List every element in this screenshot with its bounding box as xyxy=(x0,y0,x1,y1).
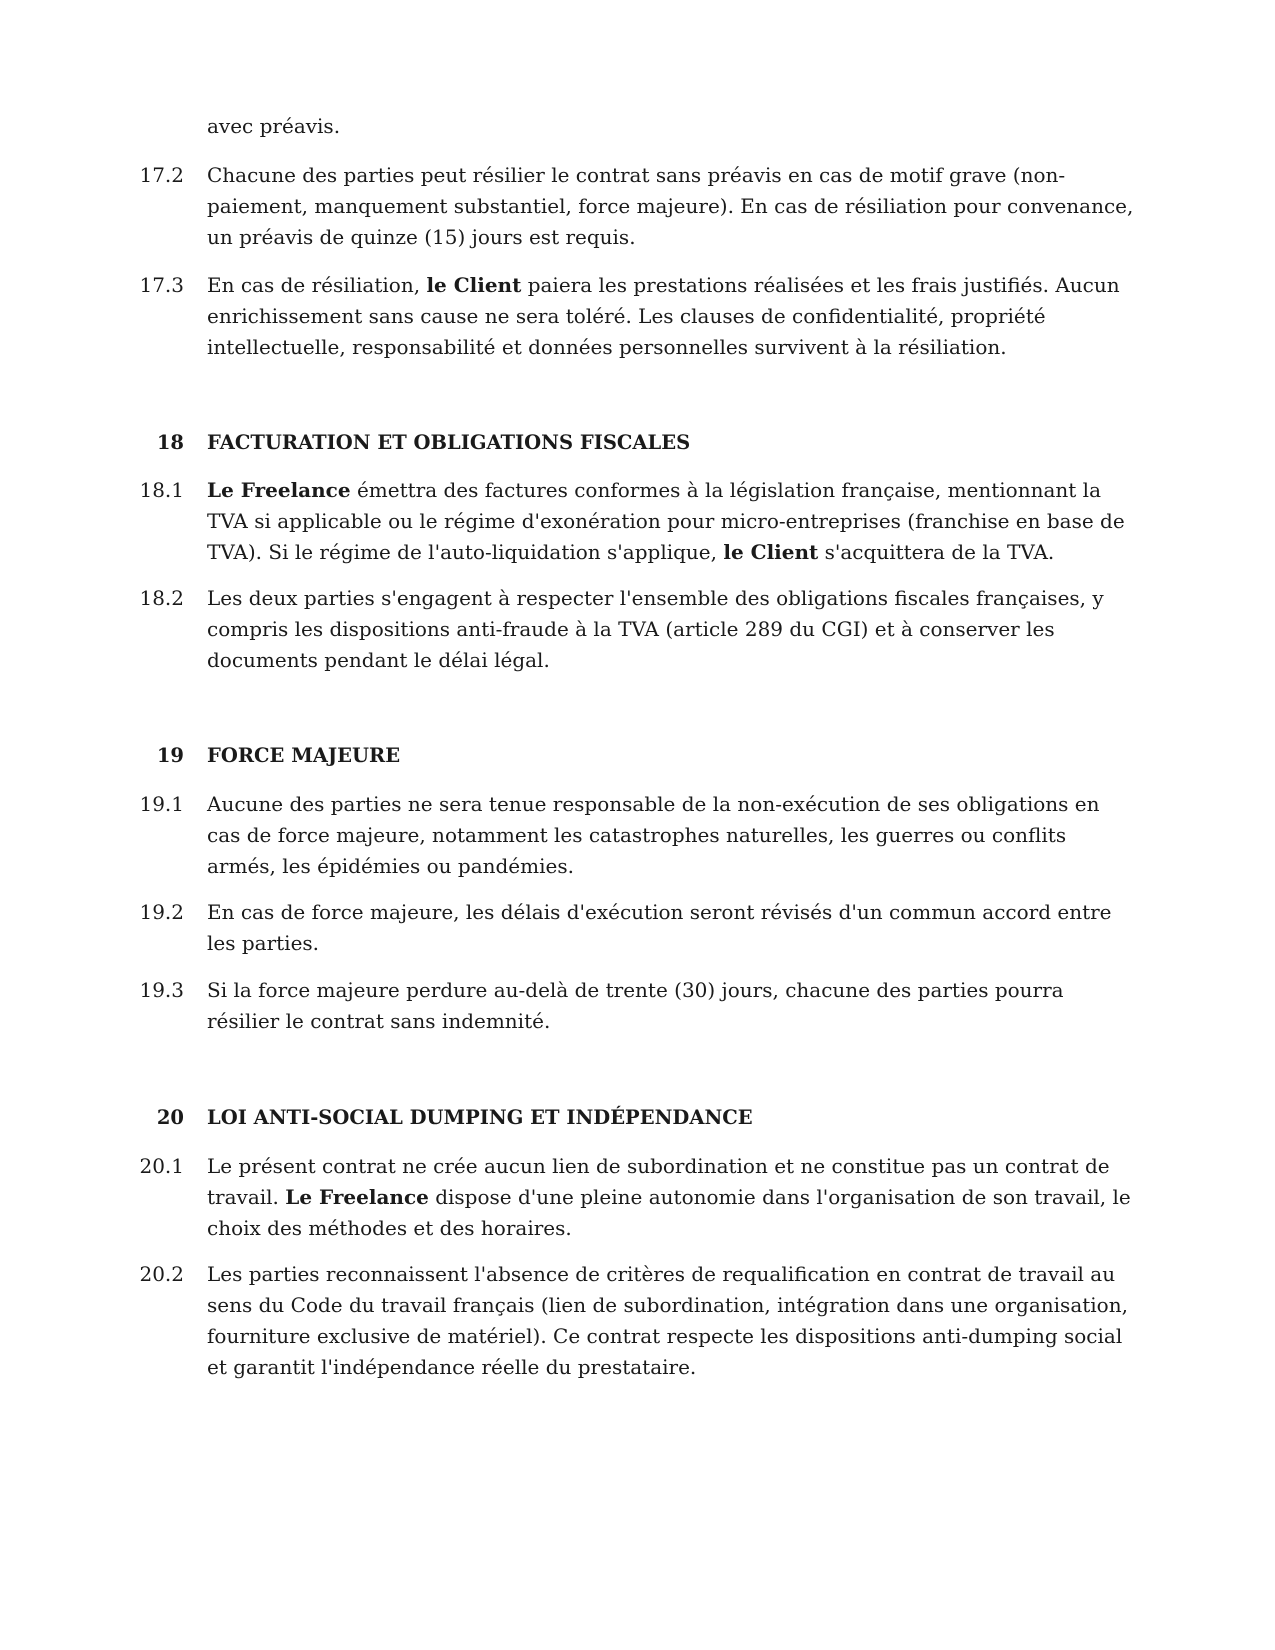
clause-text: Le Freelance émettra des factures conformes à la législation française, mentionnant la TVA si applicable ou le régime d'exonération pour micro-entreprises (franchise en base de TVA). Si le régime de l'auto-liquidation s'applique, le Client s'acquittera de la TVA. xyxy=(207,478,1125,564)
section-title: FORCE MAJEURE xyxy=(207,744,401,767)
section-title: LOI ANTI-SOCIAL DUMPING ET INDÉPENDANCE xyxy=(207,1106,753,1129)
clause-number: 18.2 xyxy=(139,586,184,610)
clause-text: Aucune des parties ne sera tenue responsable de la non-exécution de ses obligations en cas de force majeure, notamment les catastrophes naturelles, les guerres ou conflits armés, les épidémies ou pandémies. xyxy=(207,792,1100,878)
clause-number: 17.2 xyxy=(139,163,184,187)
clause-text: Si la force majeure perdure au-delà de trente (30) jours, chacune des parties pourra résilier le contrat sans indemnité. xyxy=(207,978,1064,1033)
clause-text: Les parties reconnaissent l'absence de critères de requalification en contrat de travail au sens du Code du travail français (lien de subordination, intégration dans une organisation, fourniture exclusive de matériel). Ce contrat respecte les dispositions anti-dumping social et garantit l'indépendance réelle du prestataire. xyxy=(207,1262,1128,1379)
clause-text: En cas de résiliation, le Client paiera les prestations réalisées et les frais justifiés. Aucun enrichissement sans cause ne sera toléré. Les clauses de confidentialité, propriété intellectuelle, responsabilité et données personnelles survivent à la résiliation. xyxy=(207,273,1120,359)
clause-text: Les deux parties s'engagent à respecter l'ensemble des obligations fiscales françaises, y compris les dispositions anti-fraude à la TVA (article 289 du CGI) et à conserver les documents pendant le délai légal. xyxy=(207,586,1104,672)
clause-number: 19.2 xyxy=(139,900,184,924)
section-number: 18 xyxy=(156,431,184,454)
clause-text: En cas de force majeure, les délais d'exécution seront révisés d'un commun accord entre les parties. xyxy=(207,900,1112,955)
clause-text: Chacune des parties peut résilier le contrat sans préavis en cas de motif grave (non-paiement, manquement substantiel, force majeure). En cas de résiliation pour convenance, un préavis de quinze (15) jours est requis. xyxy=(207,163,1134,249)
clause-number: 19.3 xyxy=(139,978,184,1002)
clause-number: 20.1 xyxy=(139,1154,184,1178)
section-title: FACTURATION ET OBLIGATIONS FISCALES xyxy=(207,431,691,454)
section-number: 19 xyxy=(156,744,184,767)
section-number: 20 xyxy=(156,1106,184,1129)
continuation-text: avec préavis. xyxy=(207,114,341,138)
clause-number: 18.1 xyxy=(139,478,184,502)
clause-number: 17.3 xyxy=(139,273,184,297)
clause-number: 19.1 xyxy=(139,792,184,816)
clause-text: Le présent contrat ne crée aucun lien de subordination et ne constitue pas un contrat de travail. Le Freelance dispose d'une pleine autonomie dans l'organisation de son travail, le choix des méthodes et des horaires. xyxy=(207,1154,1131,1240)
clause-number: 20.2 xyxy=(139,1262,184,1286)
